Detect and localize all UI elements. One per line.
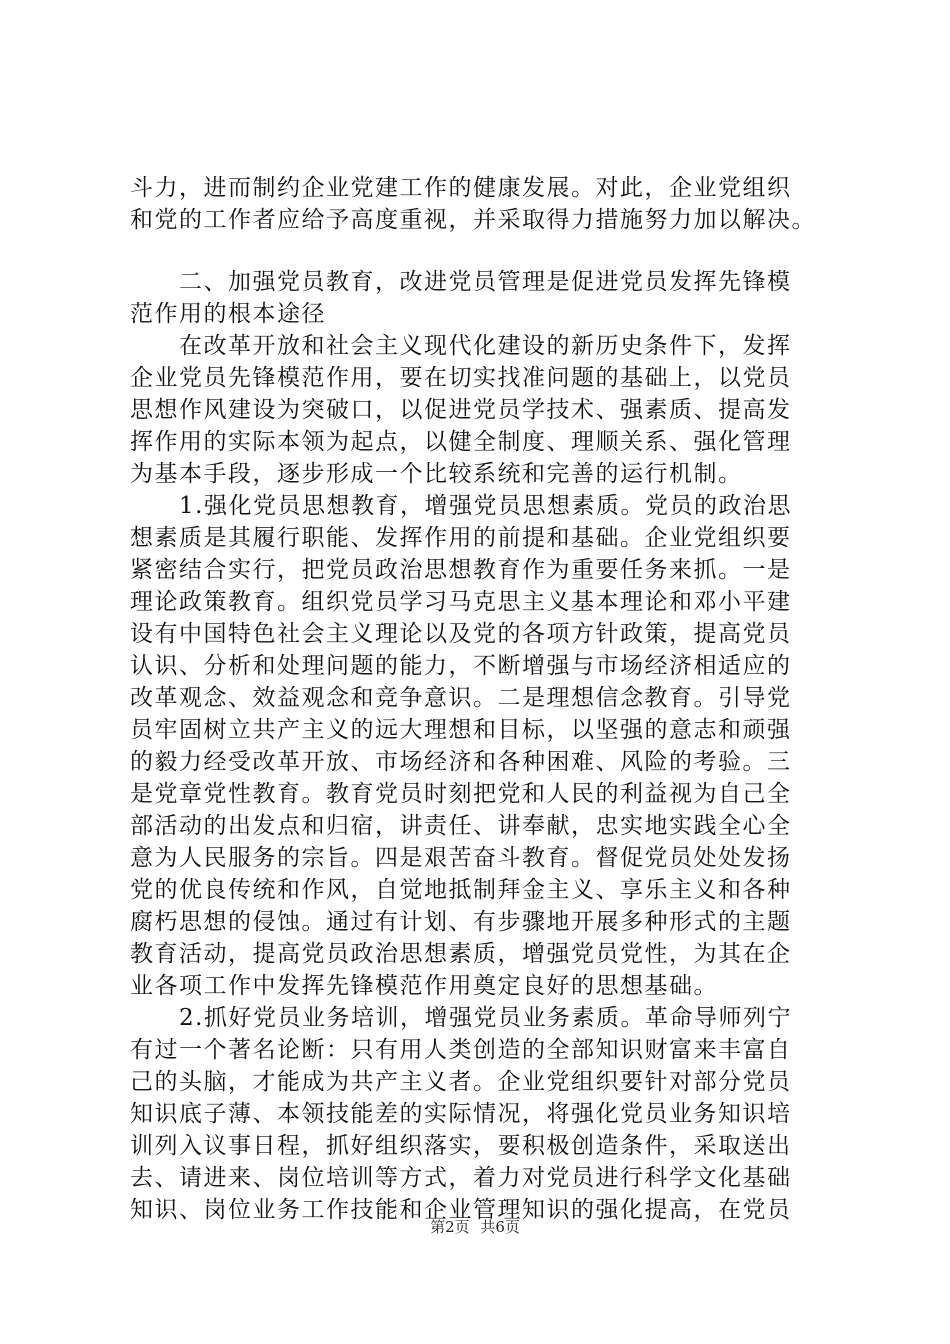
text-line: 企业党员先锋模范作用，要在切实找准问题的基础上，以党员 <box>130 365 792 391</box>
text-line: 理论政策教育。组织党员学习马克思主义基本理论和邓小平建 <box>130 589 792 615</box>
text-line: 训列入议事日程，抓好组织落实，要积极创造条件，采取送出 <box>130 1133 792 1159</box>
page-footer <box>0 1216 950 1237</box>
text-line: 挥作用的实际本领为起点，以健全制度、理顺关系、强化管理 <box>130 429 792 455</box>
text-line: 设有中国特色社会主义理论以及党的各项方针政策，提高党员 <box>130 621 792 647</box>
main-body <box>130 266 830 1226</box>
text-line: 思想作风建设为突破口，以促进党员学技术、强素质、提高发 <box>130 397 792 423</box>
text-line: 员牢固树立共产主义的远大理想和目标，以坚强的意志和顽强 <box>130 717 792 743</box>
text-line: 斗力，进而制约企业党建工作的健康发展。对此，企业党组织 <box>130 175 792 201</box>
text-line: 部活动的出发点和归宿，讲责任、讲奉献，忠实地实践全心全 <box>130 813 792 839</box>
text-line: 己的头脑，才能成为共产主义者。企业党组织要针对部分党员 <box>130 1069 792 1095</box>
text-line: 为基本手段，逐步形成一个比较系统和完善的运行机制。 <box>130 461 743 487</box>
section-heading-line: 范作用的根本途径 <box>130 301 326 327</box>
intro-paragraph <box>130 172 830 236</box>
text-line: 有过一个著名论断：只有用人类创造的全部知识财富来丰富自 <box>130 1037 792 1063</box>
text-line: 改革观念、效益观念和竞争意识。二是理想信念教育。引导党 <box>130 685 792 711</box>
text-line: 2.抓好党员业务培训，增强党员业务素质。革命导师列宁 <box>130 1005 792 1031</box>
text-line: 业各项工作中发挥先锋模范作用奠定良好的思想基础。 <box>130 973 718 999</box>
text-line: 的毅力经受改革开放、市场经济和各种困难、风险的考验。三 <box>130 749 792 775</box>
text-line: 去、请进来、岗位培训等方式，着力对党员进行科学文化基础 <box>130 1165 792 1191</box>
text-line: 知识、岗位业务工作技能和企业管理知识的强化提高，在党员 <box>130 1197 792 1223</box>
text-line: 在改革开放和社会主义现代化建设的新历史条件下，发挥 <box>130 333 792 359</box>
text-line: 党的优良传统和作风，自觉地抵制拜金主义、享乐主义和各种 <box>130 877 792 903</box>
page-total: 共6页 <box>480 1218 520 1236</box>
text-line: 知识底子薄、本领技能差的实际情况，将强化党员业务知识培 <box>130 1101 792 1127</box>
text-line: 教育活动，提高党员政治思想素质，增强党员党性，为其在企 <box>130 941 792 967</box>
text-line: 意为人民服务的宗旨。四是艰苦奋斗教育。督促党员处处发扬 <box>130 845 792 871</box>
text-line: 腐朽思想的侵蚀。通过有计划、有步骤地开展多种形式的主题 <box>130 909 792 935</box>
text-line: 想素质是其履行职能、发挥作用的前提和基础。企业党组织要 <box>130 525 792 551</box>
page-number: 第2页 <box>430 1218 470 1236</box>
section-heading-line: 二、加强党员教育，改进党员管理是促进党员发挥先锋模 <box>130 269 792 295</box>
text-line: 和党的工作者应给予高度重视，并采取得力措施努力加以解决。 <box>130 207 816 233</box>
text-line: 是党章党性教育。教育党员时刻把党和人民的利益视为自己全 <box>130 781 792 807</box>
text-line: 认识、分析和处理问题的能力，不断增强与市场经济相适应的 <box>130 653 792 679</box>
text-line: 1.强化党员思想教育，增强党员思想素质。党员的政治思 <box>130 493 792 519</box>
text-line: 紧密结合实行，把党员政治思想教育作为重要任务来抓。一是 <box>130 557 792 583</box>
